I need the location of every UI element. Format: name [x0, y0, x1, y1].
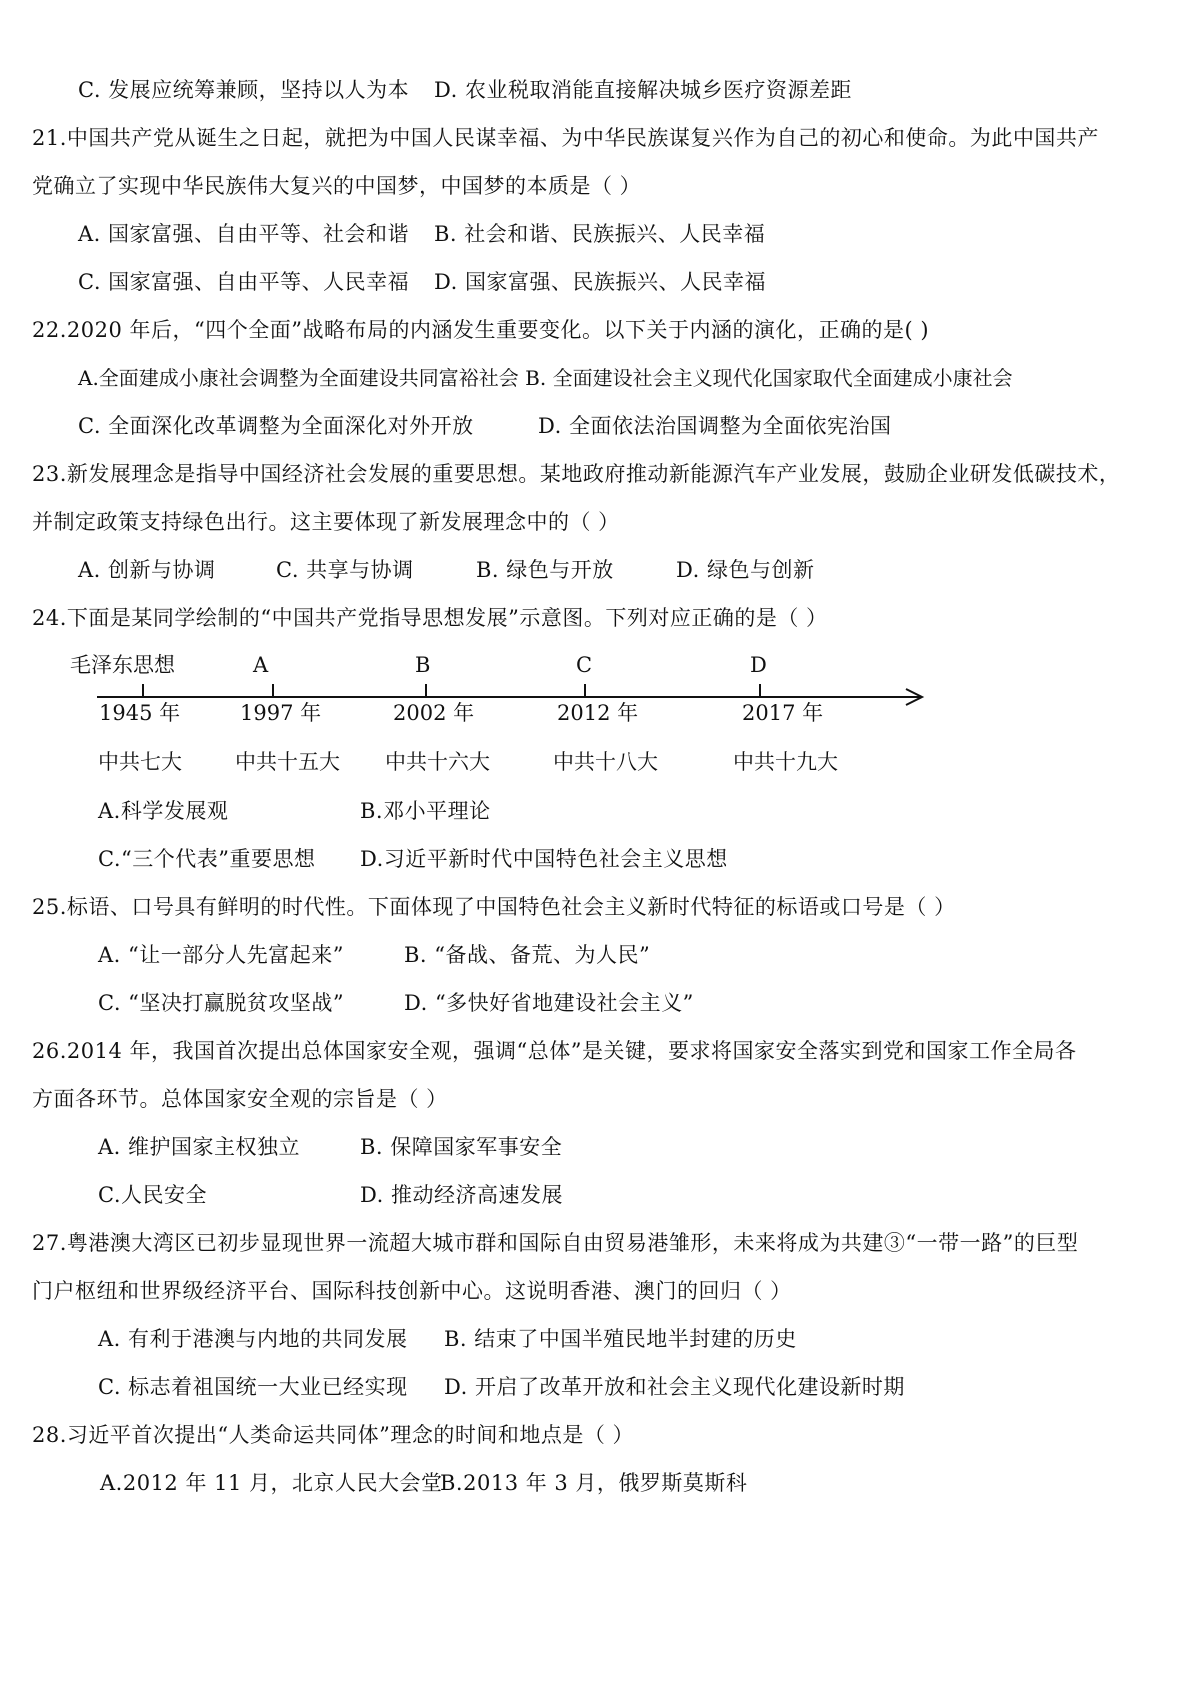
q22-option-d: D. 全面依法治国调整为全面依宪治国: [538, 414, 892, 438]
q23-option-a: A. 创新与协调: [78, 558, 216, 582]
timeline-congress-15: 中共十五大: [235, 750, 340, 774]
q28-option-a: A.2012 年 11 月，北京人民大会堂: [100, 1471, 443, 1495]
q20-option-d: D. 农业税取消能直接解决城乡医疗资源差距: [434, 78, 852, 102]
q27-option-c: C. 标志着祖国统一大业已经实现: [98, 1375, 408, 1399]
q27-stem-line1: 27.粤港澳大湾区已初步显现世界一流超大城市群和国际自由贸易港雏形，未来将成为共建③“一带一路”的巨型: [32, 1231, 1079, 1255]
timeline-congress-16: 中共十六大: [385, 750, 490, 774]
q25-option-a: A. “让一部分人先富起来”: [98, 943, 344, 967]
timeline-year-2002: 2002 年: [393, 701, 475, 725]
q24-stem: 24.下面是某同学绘制的“中国共产党指导思想发展”示意图。下列对应正确的是（ ）: [32, 606, 828, 630]
q23-stem-line2: 并制定政策支持绿色出行。这主要体现了新发展理念中的（ ）: [32, 510, 620, 534]
q23-stem-line1: 23.新发展理念是指导中国经济社会发展的重要思想。某地政府推动新能源汽车产业发展，鼓励企业研发低碳技术，: [32, 462, 1121, 486]
q23-option-b: B. 绿色与开放: [476, 558, 614, 582]
q24-option-a: A.科学发展观: [98, 799, 229, 823]
timeline-top-label-b: B: [415, 653, 431, 677]
timeline-top-label-1945: 毛泽东思想: [70, 653, 175, 677]
q21-stem-line2: 党确立了实现中华民族伟大复兴的中国梦，中国梦的本质是（ ）: [32, 174, 642, 198]
q27-stem-line2: 门户枢纽和世界级经济平台、国际科技创新中心。这说明香港、澳门的回归（ ）: [32, 1279, 792, 1303]
timeline-year-2012: 2012 年: [557, 701, 639, 725]
q26-option-a: A. 维护国家主权独立: [98, 1135, 301, 1159]
timeline-year-1997: 1997 年: [240, 701, 322, 725]
q23-option-d: D. 绿色与创新: [676, 558, 815, 582]
q20-option-c: C. 发展应统筹兼顾，坚持以人为本: [78, 78, 410, 102]
q26-option-c: C.人民安全: [98, 1183, 207, 1207]
q23-option-c: C. 共享与协调: [276, 558, 414, 582]
q21-option-b: B. 社会和谐、民族振兴、人民幸福: [434, 222, 766, 246]
q22-stem: 22.2020 年后，“四个全面”战略布局的内涵发生重要变化。以下关于内涵的演化，正确的是( ): [32, 318, 930, 342]
timeline-congress-18: 中共十八大: [553, 750, 658, 774]
timeline-top-label-c: C: [576, 653, 593, 677]
q26-stem-line1: 26.2014 年，我国首次提出总体国家安全观，强调“总体”是关键，要求将国家安全落实到党和国家工作全局各: [32, 1039, 1077, 1063]
q27-option-a: A. 有利于港澳与内地的共同发展: [98, 1327, 408, 1351]
q27-option-b: B. 结束了中国半殖民地半封建的历史: [444, 1327, 797, 1351]
q26-stem-line2: 方面各环节。总体国家安全观的宗旨是（ ）: [32, 1087, 448, 1111]
q26-option-d: D. 推动经济高速发展: [360, 1183, 563, 1207]
q24-option-b: B.邓小平理论: [360, 799, 491, 823]
q24-option-c: C.“三个代表”重要思想: [98, 847, 316, 871]
timeline-top-label-d: D: [750, 653, 767, 677]
q25-option-d: D. “多快好省地建设社会主义”: [404, 991, 694, 1015]
q25-option-c: C. “坚决打赢脱贫攻坚战”: [98, 991, 345, 1015]
q22-option-a-b: A.全面建成小康社会调整为全面建设共同富裕社会 B. 全面建设社会主义现代化国家取代全面建成小康社会: [78, 366, 1013, 390]
q25-option-b: B. “备战、备荒、为人民”: [404, 943, 651, 967]
q21-option-a: A. 国家富强、自由平等、社会和谐: [78, 222, 410, 246]
timeline-top-label-a: A: [253, 653, 269, 677]
q21-option-c: C. 国家富强、自由平等、人民幸福: [78, 270, 410, 294]
q24-option-d: D.习近平新时代中国特色社会主义思想: [360, 847, 728, 871]
q25-stem: 25.标语、口号具有鲜明的时代性。下面体现了中国特色社会主义新时代特征的标语或口号是（ ）: [32, 895, 956, 919]
q21-option-d: D. 国家富强、民族振兴、人民幸福: [434, 270, 766, 294]
q26-option-b: B. 保障国家军事安全: [360, 1135, 563, 1159]
q28-stem: 28.习近平首次提出“人类命运共同体”理念的时间和地点是（ ）: [32, 1423, 635, 1447]
q22-option-c: C. 全面深化改革调整为全面深化对外开放: [78, 414, 474, 438]
q21-stem-line1: 21.中国共产党从诞生之日起，就把为中国人民谋幸福、为中华民族谋复兴作为自己的初心和使命。为此中国共产: [32, 126, 1099, 150]
timeline-congress-19: 中共十九大: [733, 750, 838, 774]
timeline-year-1945: 1945 年: [99, 701, 181, 725]
timeline-congress-7: 中共七大: [98, 750, 182, 774]
timeline-year-2017: 2017 年: [742, 701, 824, 725]
q27-option-d: D. 开启了改革开放和社会主义现代化建设新时期: [444, 1375, 905, 1399]
q28-option-b: B.2013 年 3 月，俄罗斯莫斯科: [440, 1471, 748, 1495]
